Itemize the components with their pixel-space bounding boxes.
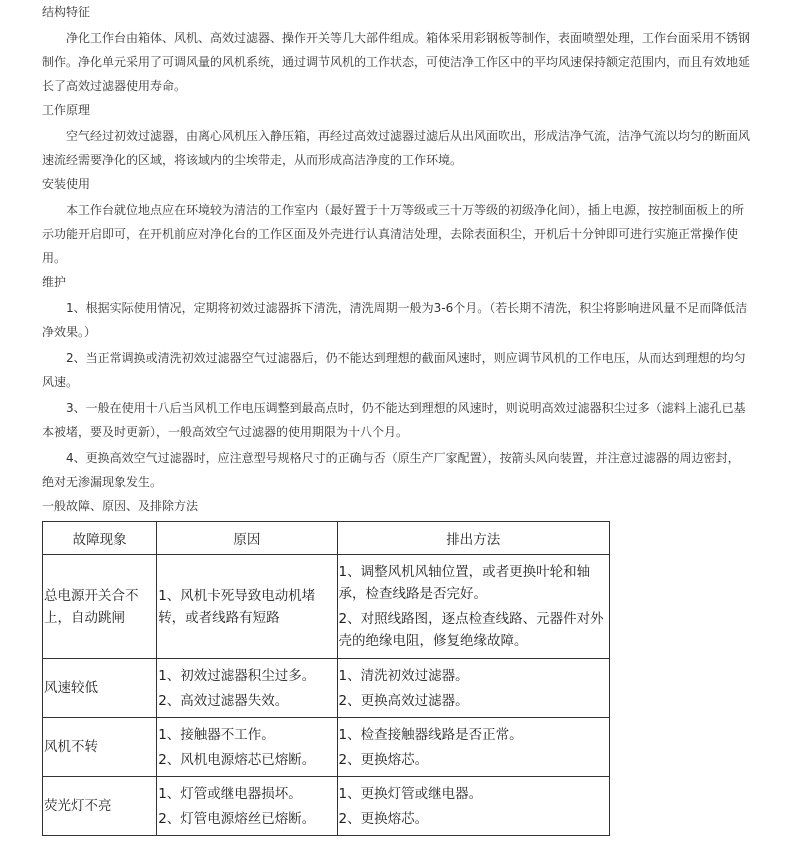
paragraph-principle: 空气经过初效过滤器，由离心风机压入静压箱，再经过高效过滤器过滤后从出风面吹出，形成洁净气流，洁净气流以均匀的断面风速流经需要净化的区域，将该域内的尘埃带走，从而形成高洁净度的工作环境。: [42, 129, 751, 167]
header-cause: 原因: [157, 522, 337, 555]
table-row: [43, 777, 610, 836]
section-title-principle: 工作原理: [42, 103, 91, 117]
cause-text: 2、灯管电源熔丝已熔断。: [158, 810, 316, 827]
cell-symptom: [43, 777, 157, 836]
cell-cause: [157, 777, 337, 836]
cause-text: 2、高效过滤器失效。: [158, 692, 289, 709]
solution-text: 1、更换灯管或继电器。: [338, 785, 483, 802]
table-row: [43, 659, 610, 718]
table-row: [43, 555, 610, 659]
maintenance-item-4: 4、更换高效空气过滤器时，应注意型号规格尺寸的正确与否（原生产厂家配置），按箭头风向装置，并注意过滤器的周边密封，绝对无渗漏现象发生。: [42, 451, 740, 489]
cell-symptom: [43, 659, 157, 718]
cell-cause: [157, 659, 337, 718]
cell-solution: [337, 659, 610, 718]
cause-text: 2、风机电源熔芯已熔断。: [158, 751, 316, 768]
symptom-text: 风机不转: [44, 739, 98, 755]
maintenance-item-3: 3、一般在使用十八后当风机工作电压调整到最高点时，仍不能达到理想的风速时，则说明高效过滤器积尘过多（滤料上滤孔已基本被堵，要及时更新），一般高效空气过滤器的使用期限为十八个月。: [42, 401, 746, 439]
cell-solution: [337, 555, 610, 659]
symptom-text: 荧光灯不亮: [44, 798, 112, 814]
solution-text: 2、对照线路图，逐点检查线路、元器件对外壳的绝缘电阻，修复绝缘故障。: [338, 611, 604, 649]
symptom-text: 总电源开关合不上，自动跳闸: [44, 587, 139, 626]
cell-solution: [337, 718, 610, 777]
section-title-maintenance: 维护: [42, 275, 67, 289]
cell-symptom: [43, 555, 157, 659]
cause-text: 1、灯管或继电器损坏。: [158, 785, 302, 802]
solution-text: 2、更换熔芯。: [338, 810, 429, 827]
cell-cause: [157, 718, 337, 777]
cause-text: 1、接触器不工作。: [158, 726, 275, 743]
table-row: [43, 718, 610, 777]
maintenance-item-1: 1、根据实际使用情况，定期将初效过滤器拆下清洗，清洗周期一般为3-6个月。（若长期不清洗，积尘将影响进风量不足而降低洁净效果。）: [42, 301, 748, 339]
troubleshooting-table: [42, 521, 610, 836]
solution-text: 1、检查接触器线路是否正常。: [338, 726, 523, 743]
paragraph-installation: 本工作台就位地点应在环境较为清洁的工作室内（最好置于十万等级或三十万等级的初级净化间），插上电源，按控制面板上的所示功能开启即可，在开机前应对净化台的工作区面及外壳进行认真清洁处理，去除表面积尘，开机后十分钟即可进行实施正常操作使用。: [42, 203, 745, 265]
solution-text: 2、更换高效过滤器。: [338, 692, 469, 709]
solution-text: 2、更换熔芯。: [338, 751, 429, 768]
section-title-structure: 结构特征: [42, 5, 91, 19]
paragraph-structure: 净化工作台由箱体、风机、高效过滤器、操作开关等几大部件组成。箱体采用彩钢板等制作，表面喷塑处理，工作台面采用不锈钢制作。净化单元采用了可调风量的风机系统，通过调节风机的工作状态，可使洁净工作区中的平均风速保持额定范围内，而且有效地延长了高效过滤器使用寿命。: [42, 31, 751, 93]
solution-text: 1、清洗初效过滤器。: [338, 667, 469, 684]
header-solution: 排出方法: [337, 522, 610, 555]
cell-solution: [337, 777, 610, 836]
cause-text: 1、风机卡死导致电动机堵转，或者线路有短路: [158, 587, 316, 626]
section-title-installation: 安装使用: [42, 177, 91, 191]
solution-text: 1、调整风机风轴位置，或者更换叶轮和轴承，检查线路是否完好。: [338, 564, 591, 602]
section-title-troubleshooting: 一般故障、原因、及排除方法: [42, 499, 199, 513]
cause-text: 1、初效过滤器积尘过多。: [158, 667, 316, 684]
header-symptom: 故障现象: [43, 522, 157, 555]
cell-cause: [157, 555, 337, 659]
maintenance-item-2: 2、当正常调换或清洗初效过滤器空气过滤器后，仍不能达到理想的截面风速时，则应调节风机的工作电压，从而达到理想的均匀风速。: [42, 351, 746, 389]
symptom-text: 风速较低: [44, 680, 98, 696]
document-body: [42, 0, 750, 520]
table-header-row: [43, 522, 610, 555]
cell-symptom: [43, 718, 157, 777]
